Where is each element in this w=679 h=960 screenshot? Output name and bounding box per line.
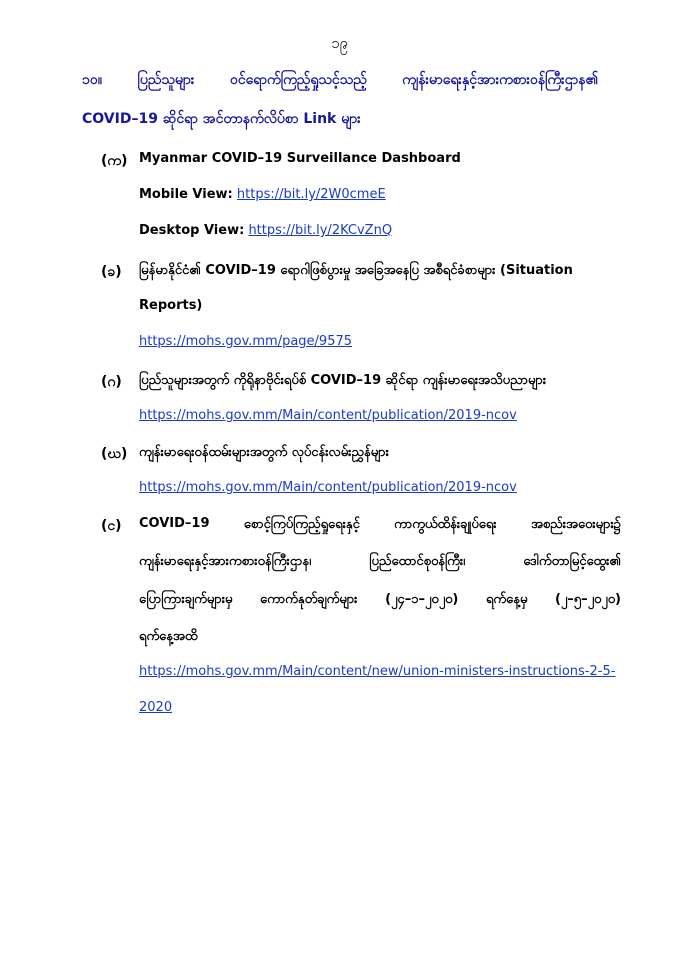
- item-nga-label: (င): [101, 518, 122, 534]
- desktop-view-row: [139, 223, 392, 238]
- word: (၂၄–၁–၂၀၂၀): [385, 592, 459, 607]
- item-kha-text-line1: မြန်မာနိုင်ငံ၏ COVID–19 ရောဂါဖြစ်ပွားမှု အခြေအနေပြ အစီရင်ခံစာများ (Situation: [139, 263, 573, 278]
- heading-word: ကျန်းမာရေးနှင့်အားကစားဝန်ကြီးဌာန၏: [402, 72, 598, 88]
- mobile-view-label: Mobile View:: [139, 187, 233, 202]
- word: ဒေါက်တာမြင့်ထွေး၏: [523, 554, 621, 569]
- section-heading-line2: COVID–19 ဆိုင်ရာ အင်တာနက်လိပ်စာ Link များ: [82, 111, 361, 127]
- mobile-view-row: [139, 187, 386, 202]
- word: ပြည်ထောင်စုဝန်ကြီး၊: [369, 554, 466, 569]
- heading-word: ပြည်သူများ: [137, 72, 195, 88]
- item-ka-title: Myanmar COVID–19 Surveillance Dashboard: [139, 151, 461, 166]
- section-heading: [82, 70, 598, 91]
- item-nga-line2: [139, 553, 621, 572]
- item-kha-text-line2: Reports): [139, 298, 203, 313]
- mobile-view-link[interactable]: https://bit.ly/2W0cmeE: [236, 187, 386, 202]
- item-ga-text: ပြည်သူများအတွက် ကိုရိုနာဗိုင်းရပ်စ် COVID–19 ဆိုင်ရာ ကျန်းမာရေးအသိပညာများ: [139, 373, 547, 388]
- heading-word: ဝင်ရောက်ကြည့်ရှုသင့်သည့်: [230, 72, 367, 88]
- word: ပြောကြားချက်များမှ: [139, 592, 233, 607]
- desktop-view-link[interactable]: https://bit.ly/2KCvZnQ: [248, 223, 393, 238]
- public-knowledge-link[interactable]: https://mohs.gov.mm/Main/content/publication/2019-ncov: [139, 408, 517, 423]
- word: အစည်းအဝေးများ၌: [530, 517, 621, 532]
- word: စောင့်ကြပ်ကြည့်ရှုရေးနှင့်: [243, 517, 360, 532]
- minister-instructions-link[interactable]: https://mohs.gov.mm/Main/content/new/union-ministers-instructions-2-5-: [139, 664, 616, 679]
- item-ka-label: (က): [101, 153, 128, 169]
- word: (၂–၅–၂၀၂၀): [554, 592, 621, 607]
- situation-reports-link[interactable]: https://mohs.gov.mm/page/9575: [139, 334, 353, 349]
- heading-word: ၁၀။: [82, 72, 102, 88]
- item-gha-text: ကျန်းမာရေးဝန်ထမ်းများအတွက် လုပ်ငန်းလမ်းညွှန်များ: [139, 445, 389, 460]
- word: ရက်နေ့မှ: [485, 592, 528, 607]
- page-number: ၁၉: [331, 34, 348, 52]
- item-nga-line4: ရက်နေ့အထိ: [139, 629, 198, 644]
- minister-instructions-link-cont[interactable]: 2020: [139, 700, 173, 715]
- item-ga-label: (ဂ): [101, 374, 122, 390]
- item-gha-label: (ဃ): [101, 446, 128, 462]
- word: COVID–19: [139, 516, 210, 531]
- word: ကောက်နုတ်ချက်များ: [260, 592, 358, 607]
- health-staff-guidelines-link[interactable]: https://mohs.gov.mm/Main/content/publication/2019-ncov: [139, 480, 517, 495]
- desktop-view-label: Desktop View:: [139, 223, 245, 238]
- item-kha-label: (ခ): [101, 264, 122, 280]
- item-nga-line1: [139, 516, 621, 535]
- word: ကာကွယ်ထိန်းချုပ်ရေး: [394, 517, 497, 532]
- item-nga-line3: [139, 591, 621, 610]
- word: ကျန်းမာရေးနှင့်အားကစားဝန်ကြီးဌာန၊: [139, 554, 312, 569]
